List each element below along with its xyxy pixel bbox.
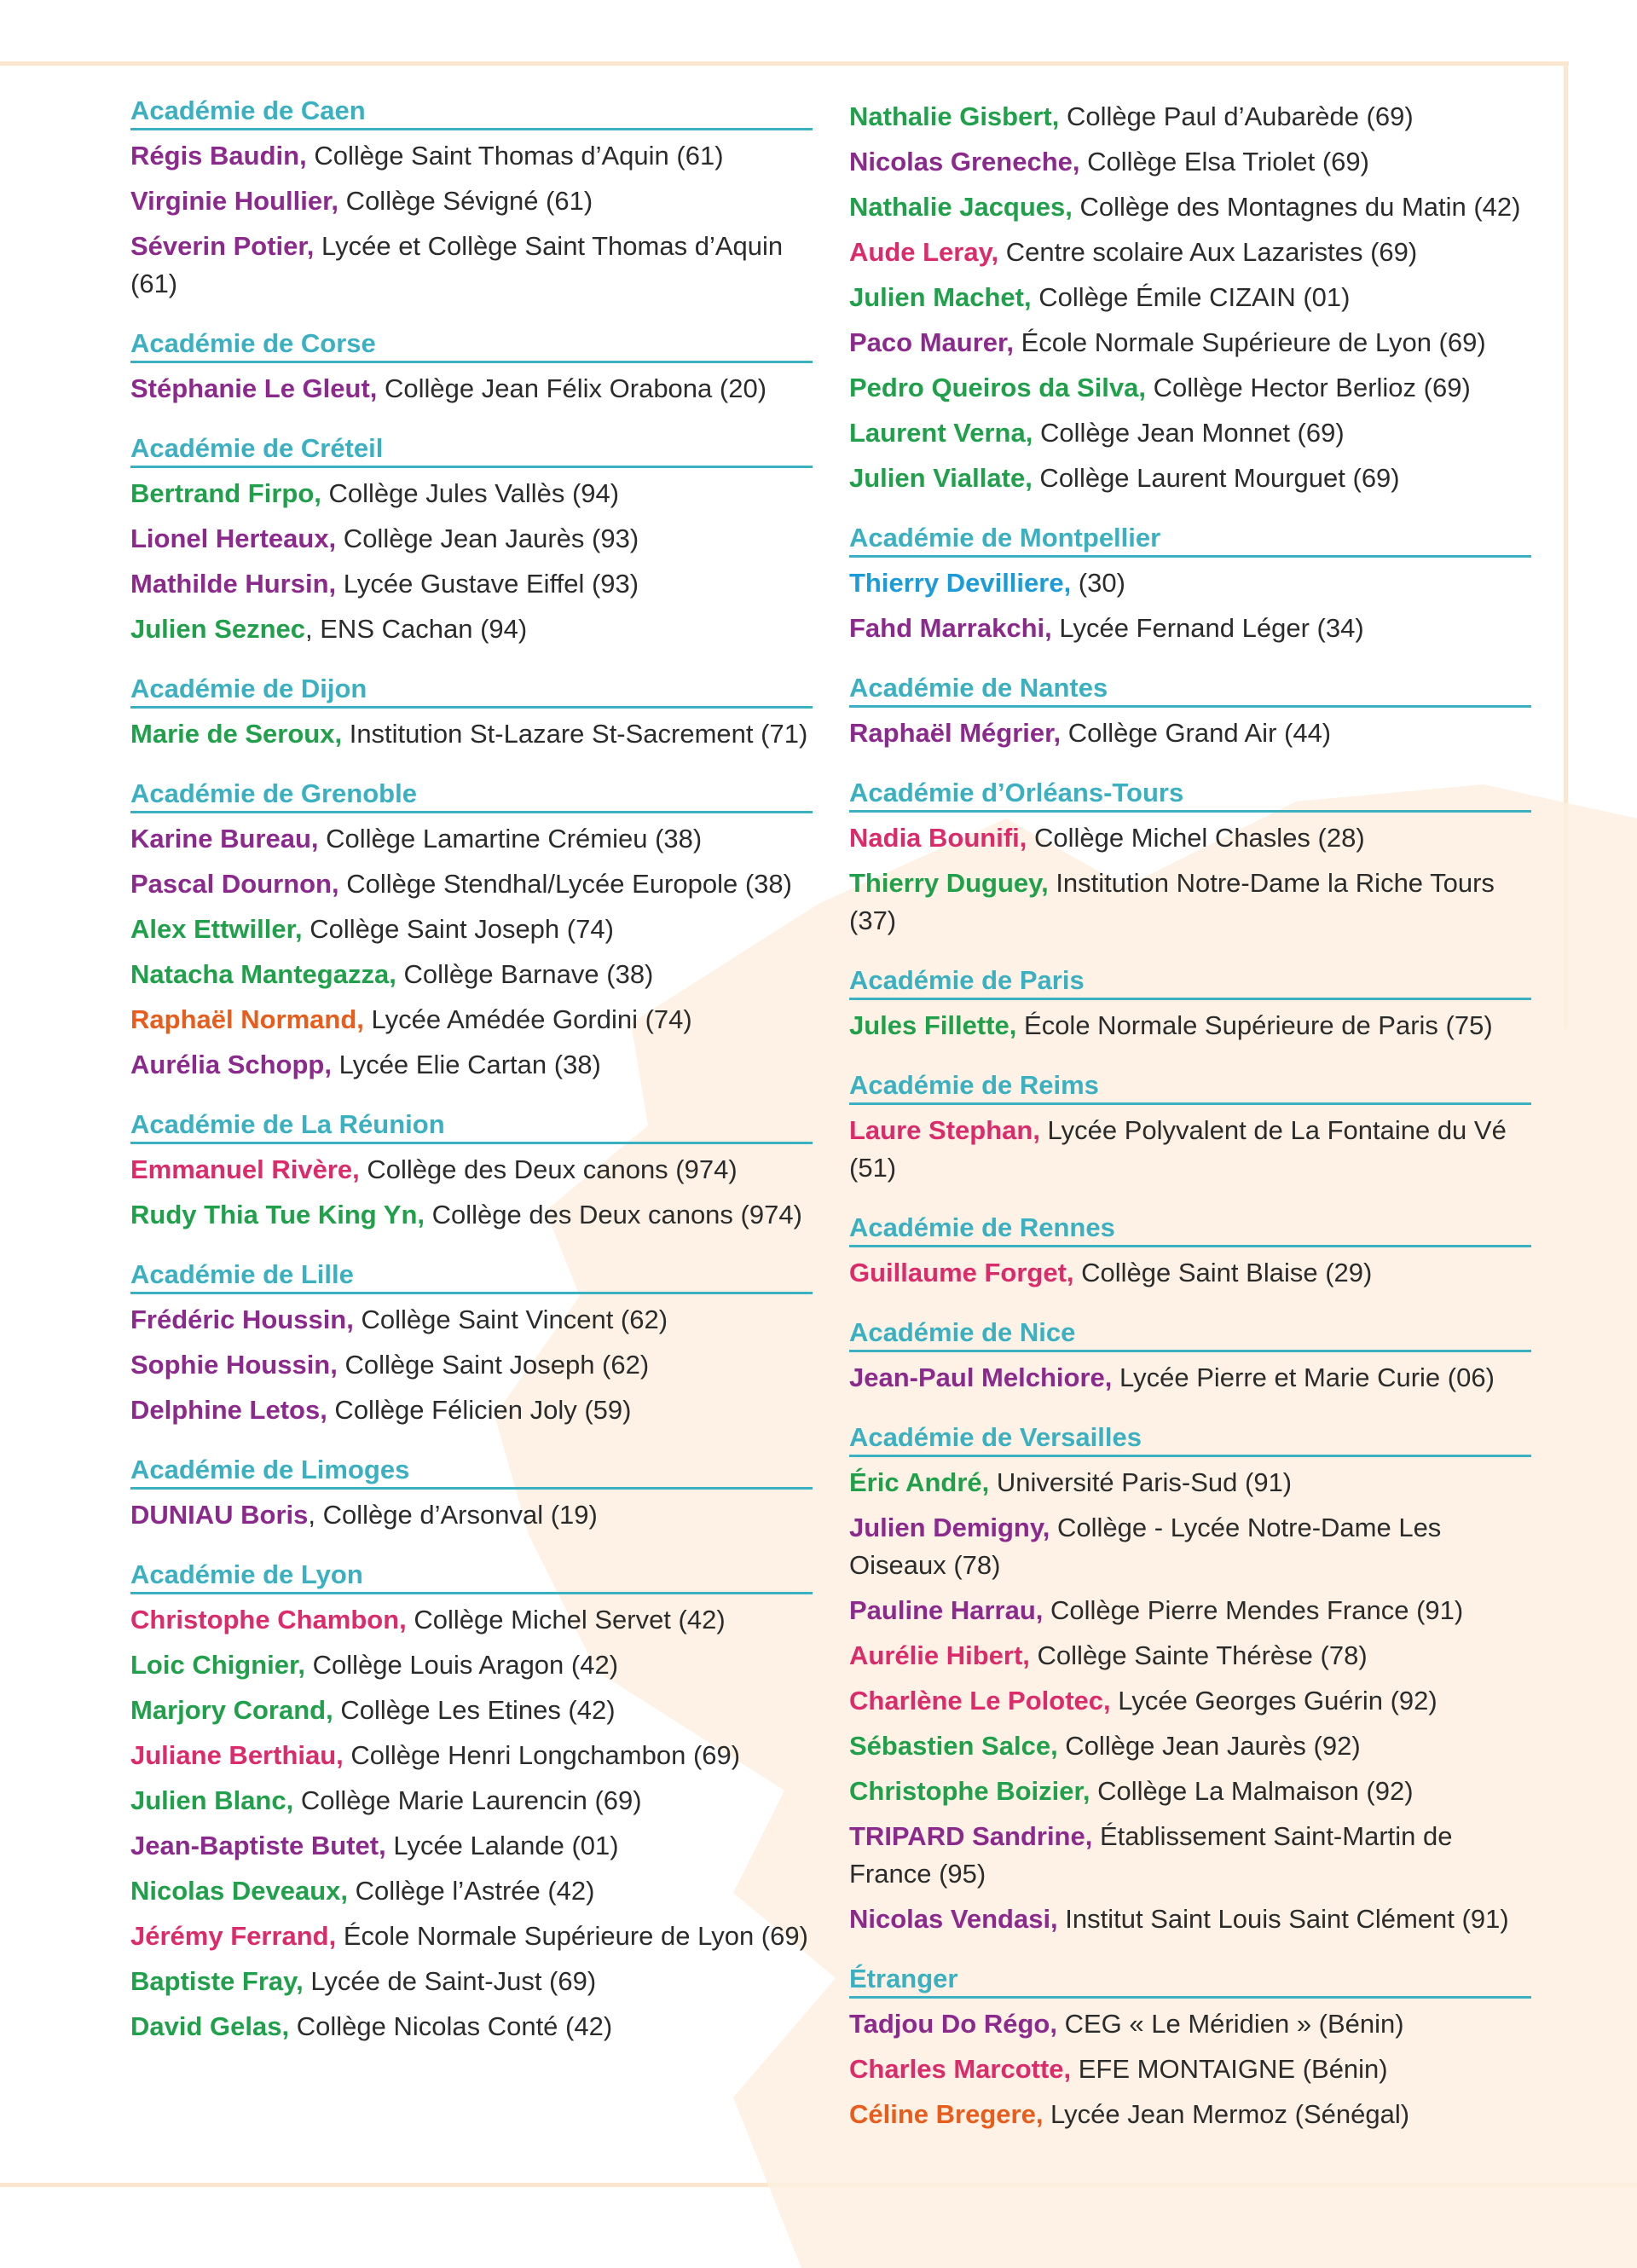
participant-entry: [130, 1001, 813, 1039]
academy-title: Académie de Nice: [849, 1316, 1531, 1352]
participant-entry: [849, 564, 1531, 602]
participant-school: École Normale Supérieure de Lyon (69): [336, 1921, 808, 1951]
participant-school: Collège Grand Air (44): [1061, 718, 1332, 748]
participant-name: Aude Leray,: [849, 237, 999, 267]
participant-name: Thierry Devilliere,: [849, 568, 1072, 598]
participant-entry: [849, 234, 1531, 271]
academy-title: Académie de Lyon: [130, 1558, 813, 1594]
participant-entry: [849, 369, 1531, 407]
participant-name: Juliane Berthiau,: [130, 1740, 344, 1770]
participant-name: Bertrand Firpo,: [130, 478, 321, 508]
participant-entry: [130, 1496, 813, 1534]
participant-entry: [130, 1646, 813, 1684]
participant-name: David Gelas,: [130, 2011, 290, 2041]
participant-name: Alex Ettwiller,: [130, 914, 303, 944]
participant-name: Nathalie Jacques,: [849, 192, 1073, 222]
participant-school: Collège des Deux canons (974): [359, 1154, 738, 1184]
academy-title: Académie d’Orléans-Tours: [849, 776, 1531, 813]
participant-name: Virginie Houllier,: [130, 186, 339, 216]
participant-entry: [849, 2096, 1531, 2133]
participant-name: Aurélia Schopp,: [130, 1050, 332, 1079]
participant-name: Christophe Chambon,: [130, 1605, 407, 1634]
participant-entry: [849, 1359, 1531, 1397]
participant-school: Collège Jean Jaurès (93): [336, 524, 639, 553]
participant-entry: [130, 715, 813, 753]
participant-name: Emmanuel Rivère,: [130, 1154, 360, 1184]
academy-title: Académie de Lille: [130, 1258, 813, 1294]
participant-name: Céline Bregere,: [849, 2099, 1044, 2129]
participant-school: Centre scolaire Aux Lazaristes (69): [998, 237, 1418, 267]
participant-entry: [130, 610, 813, 648]
participant-name: Loic Chignier,: [130, 1650, 305, 1680]
participant-entry: [849, 188, 1531, 226]
participant-school: Collège Jean Félix Orabona (20): [377, 373, 767, 403]
participant-entry: [130, 370, 813, 408]
participant-name: Sophie Houssin,: [130, 1350, 338, 1380]
academy-title: Académie de Limoges: [130, 1453, 813, 1490]
participant-entry: [130, 911, 813, 948]
participant-school: Lycée Pierre et Marie Curie (06): [1112, 1363, 1495, 1392]
participant-entry: [849, 819, 1531, 857]
participant-name: Julien Blanc,: [130, 1785, 294, 1815]
participant-name: Paco Maurer,: [849, 327, 1014, 357]
academy-section: [130, 94, 813, 303]
academy-title: Académie de Dijon: [130, 672, 813, 709]
participant-name: Jean-Paul Melchiore,: [849, 1363, 1113, 1392]
participant-name: Julien Demigny,: [849, 1513, 1050, 1542]
participant-entry: [130, 1151, 813, 1189]
participant-entry: [849, 98, 1531, 136]
participant-school: Collège Louis Aragon (42): [304, 1650, 619, 1680]
participant-entry: [130, 1737, 813, 1774]
academy-title: Académie de Paris: [849, 963, 1531, 1000]
frame-top-border: [0, 61, 1569, 66]
participant-entry: [849, 143, 1531, 181]
participant-name: Julien Viallate,: [849, 463, 1033, 493]
participant-school: École Normale Supérieure de Lyon (69): [1013, 327, 1486, 357]
academy-section: [849, 1962, 1531, 2133]
participant-entry: [130, 1196, 813, 1234]
participant-name: Julien Seznec: [130, 614, 306, 644]
academy-title: Académie de Grenoble: [130, 777, 813, 813]
participant-school: Collège Les Etines (42): [333, 1695, 616, 1725]
academy-title: Académie de Corse: [130, 327, 813, 363]
participant-school: Lycée de Saint-Just (69): [303, 1966, 597, 1996]
academy-section: [849, 1420, 1531, 1938]
participant-school: Collège Saint Joseph (62): [337, 1350, 650, 1380]
participant-school: Collège Émile CIZAIN (01): [1031, 282, 1351, 312]
left-column: [130, 94, 813, 2069]
participant-school: Collège Laurent Mourguet (69): [1032, 463, 1400, 493]
participant-entry: [849, 1254, 1531, 1292]
participant-name: Pascal Dournon,: [130, 869, 339, 899]
participant-entry: [849, 715, 1531, 752]
academy-title: Académie de Créteil: [130, 431, 813, 468]
participant-entry: [130, 1918, 813, 1955]
academy-title: Académie de Caen: [130, 94, 813, 130]
participant-entry: [130, 1827, 813, 1865]
participant-school: Collège des Deux canons (974): [425, 1200, 802, 1229]
participant-entry: [130, 1963, 813, 2000]
participant-name: Tadjou Do Régo,: [849, 2009, 1057, 2039]
participant-entry: [849, 279, 1531, 316]
participant-school: Lycée Georges Guérin (92): [1110, 1686, 1437, 1715]
participant-school: Lycée Amédée Gordini (74): [363, 1004, 692, 1034]
participant-name: Nicolas Greneche,: [849, 147, 1080, 176]
academy-section: [849, 1068, 1531, 1187]
participant-school: EFE MONTAIGNE (Bénin): [1071, 2054, 1388, 2084]
participant-name: Nathalie Gisbert,: [849, 101, 1060, 131]
participant-school: (30): [1071, 568, 1125, 598]
participant-name: Charles Marcotte,: [849, 2054, 1072, 2084]
participant-name: Charlène Le Polotec,: [849, 1686, 1111, 1715]
participant-entry: [130, 820, 813, 858]
participant-school: Lycée et Collège Saint Thomas d’Aquin (61): [130, 231, 784, 298]
participant-name: Karine Bureau,: [130, 824, 319, 853]
participant-name: Mathilde Hursin,: [130, 569, 337, 599]
participant-entry: [130, 2008, 813, 2045]
academy-section: [130, 777, 813, 1084]
participant-entry: [849, 610, 1531, 647]
academy-title: Académie de Rennes: [849, 1211, 1531, 1247]
participant-entry: [849, 1637, 1531, 1675]
participant-entry: [849, 1464, 1531, 1501]
academy-section: [849, 963, 1531, 1044]
academy-section: [849, 98, 1531, 497]
participant-name: Rudy Thia Tue King Yn,: [130, 1200, 425, 1229]
participant-entry: [849, 1727, 1531, 1765]
participant-school: Collège Marie Laurencin (69): [293, 1785, 642, 1815]
participant-name: Natacha Mantegazza,: [130, 959, 396, 989]
participant-school: Institut Saint Louis Saint Clément (91): [1057, 1904, 1509, 1934]
academy-title: Académie de Montpellier: [849, 521, 1531, 558]
participant-name: Séverin Potier,: [130, 231, 315, 261]
participant-entry: [130, 865, 813, 903]
participant-entry: [849, 865, 1531, 940]
participant-name: Marie de Seroux,: [130, 719, 343, 749]
participant-school: Collège Elsa Triolet (69): [1079, 147, 1369, 176]
participant-name: Laure Stephan,: [849, 1115, 1040, 1145]
participant-school: Collège Saint Thomas d’Aquin (61): [306, 141, 724, 171]
participant-entry: [130, 956, 813, 993]
academy-section: [849, 671, 1531, 752]
participant-name: Jérémy Ferrand,: [130, 1921, 337, 1951]
participant-name: TRIPARD Sandrine,: [849, 1821, 1093, 1851]
participant-entry: [130, 137, 813, 175]
participant-entry: [849, 2051, 1531, 2088]
participant-school: Établissement Saint-Martin de France (95): [849, 1821, 1453, 1889]
academy-section: [849, 1316, 1531, 1397]
participant-entry: [849, 1509, 1531, 1584]
participant-school: Lycée Fernand Léger (34): [1051, 613, 1364, 643]
participant-entry: [130, 1046, 813, 1084]
participant-school: Collège Paul d’Aubarède (69): [1059, 101, 1414, 131]
participant-entry: [849, 1112, 1531, 1187]
participant-name: Nicolas Deveaux,: [130, 1876, 349, 1906]
participant-school: Institution Notre-Dame la Riche Tours (37): [849, 868, 1495, 935]
participant-school: Lycée Lalande (01): [385, 1831, 619, 1860]
participant-name: Baptiste Fray,: [130, 1966, 304, 1996]
academy-section: [130, 431, 813, 648]
right-column: [849, 94, 1531, 2157]
participant-entry: [849, 460, 1531, 497]
participant-entry: [849, 2005, 1531, 2043]
participant-school: Collège Jean Jaurès (92): [1057, 1731, 1361, 1761]
participant-school: Collège Nicolas Conté (42): [289, 2011, 613, 2041]
participant-name: DUNIAU Boris: [130, 1500, 309, 1530]
academy-section: [130, 672, 813, 753]
participant-name: Pauline Harrau,: [849, 1595, 1044, 1625]
participant-name: Delphine Letos,: [130, 1395, 327, 1425]
participant-entry: [849, 324, 1531, 362]
participant-entry: [130, 1601, 813, 1639]
participant-name: Stéphanie Le Gleut,: [130, 373, 378, 403]
academy-section: [849, 776, 1531, 940]
participant-school: CEG « Le Méridien » (Bénin): [1056, 2009, 1404, 2039]
participant-entry: [849, 1007, 1531, 1044]
participant-entry: [849, 1773, 1531, 1810]
academy-section: [130, 1108, 813, 1234]
participant-school: Collège Saint Joseph (74): [302, 914, 614, 944]
participant-entry: [130, 520, 813, 558]
participant-name: Sébastien Salce,: [849, 1731, 1058, 1761]
participant-entry: [849, 1682, 1531, 1720]
participant-entry: [130, 1872, 813, 1910]
participant-school: Collège Saint Blaise (29): [1073, 1258, 1373, 1287]
participant-name: Laurent Verna,: [849, 418, 1033, 448]
participant-entry: [130, 565, 813, 603]
participant-school: Collège Sainte Thérèse (78): [1029, 1640, 1368, 1670]
participant-name: Thierry Duguey,: [849, 868, 1049, 898]
academy-section: [849, 1211, 1531, 1292]
participant-name: Fahd Marrakchi,: [849, 613, 1052, 643]
participant-school: Collège Pierre Mendes France (91): [1043, 1595, 1464, 1625]
academy-section: [849, 521, 1531, 647]
participant-school: Collège Michel Servet (42): [406, 1605, 726, 1634]
participant-entry: [130, 182, 813, 220]
participant-school: Collège Barnave (38): [396, 959, 654, 989]
participant-school: Collège des Montagnes du Matin (42): [1072, 192, 1521, 222]
participant-school: Collège Stendhal/Lycée Europole (38): [338, 869, 792, 899]
academy-section: [130, 1453, 813, 1534]
participant-school: Collège Jean Monnet (69): [1033, 418, 1345, 448]
participant-name: Nadia Bounifi,: [849, 823, 1027, 853]
participant-name: Jules Fillette,: [849, 1010, 1017, 1040]
participant-name: Éric André,: [849, 1467, 990, 1497]
participant-name: Christophe Boizier,: [849, 1776, 1090, 1806]
participant-entry: [130, 228, 813, 303]
academy-title: Académie de Reims: [849, 1068, 1531, 1105]
academy-title: Académie de Nantes: [849, 671, 1531, 708]
participant-school: Lycée Gustave Eiffel (93): [336, 569, 639, 599]
participant-school: , Collège d’Arsonval (19): [308, 1500, 598, 1530]
participant-entry: [130, 1301, 813, 1339]
participant-school: Collège La Malmaison (92): [1090, 1776, 1414, 1806]
participant-entry: [849, 1592, 1531, 1629]
academy-section: [130, 327, 813, 408]
participant-entry: [130, 1692, 813, 1729]
participant-entry: [849, 414, 1531, 452]
academy-section: [130, 1558, 813, 2045]
participant-school: Collège l’Astrée (42): [348, 1876, 595, 1906]
participant-school: Collège Félicien Joly (59): [327, 1395, 632, 1425]
participant-name: Aurélie Hibert,: [849, 1640, 1030, 1670]
participant-school: Collège - Lycée Notre-Dame Les Oiseaux (78): [849, 1513, 1442, 1580]
participant-entry: [130, 1782, 813, 1820]
participant-school: Lycée Elie Cartan (38): [331, 1050, 601, 1079]
participant-entry: [849, 1901, 1531, 1938]
participant-school: Collège Jules Vallès (94): [321, 478, 620, 508]
participant-school: , ENS Cachan (94): [305, 614, 528, 644]
participant-entry: [130, 1346, 813, 1384]
participant-entry: [130, 475, 813, 512]
participant-name: Jean-Baptiste Butet,: [130, 1831, 386, 1860]
participant-entry: [130, 1391, 813, 1429]
academy-title: Étranger: [849, 1962, 1531, 1999]
participant-school: Collège Lamartine Crémieu (38): [318, 824, 703, 853]
participant-name: Frédéric Houssin,: [130, 1305, 354, 1334]
participant-name: Julien Machet,: [849, 282, 1032, 312]
participant-school: Collège Michel Chasles (28): [1027, 823, 1365, 853]
academy-title: Académie de Versailles: [849, 1420, 1531, 1457]
participant-entry: [849, 1818, 1531, 1893]
participant-school: Collège Hector Berlioz (69): [1146, 373, 1471, 402]
participant-name: Marjory Corand,: [130, 1695, 333, 1725]
participant-name: Guillaume Forget,: [849, 1258, 1074, 1287]
participant-school: École Normale Supérieure de Paris (75): [1016, 1010, 1493, 1040]
participant-name: Régis Baudin,: [130, 141, 307, 171]
participant-school: Lycée Polyvalent de La Fontaine du Vé (51): [849, 1115, 1507, 1183]
academy-section: [130, 1258, 813, 1429]
participant-school: Collège Saint Vincent (62): [353, 1305, 668, 1334]
participant-name: Raphaël Normand,: [130, 1004, 364, 1034]
participant-school: Lycée Jean Mermoz (Sénégal): [1043, 2099, 1410, 2129]
participant-name: Pedro Queiros da Silva,: [849, 373, 1147, 402]
participant-name: Nicolas Vendasi,: [849, 1904, 1058, 1934]
participant-name: Lionel Herteaux,: [130, 524, 337, 553]
participant-school: Collège Sévigné (61): [338, 186, 593, 216]
participant-name: Raphaël Mégrier,: [849, 718, 1061, 748]
participant-school: Institution St-Lazare St-Sacrement (71): [342, 719, 808, 749]
participant-school: Université Paris-Sud (91): [989, 1467, 1293, 1497]
participant-school: Collège Henri Longchambon (69): [343, 1740, 741, 1770]
academy-title: Académie de La Réunion: [130, 1108, 813, 1144]
